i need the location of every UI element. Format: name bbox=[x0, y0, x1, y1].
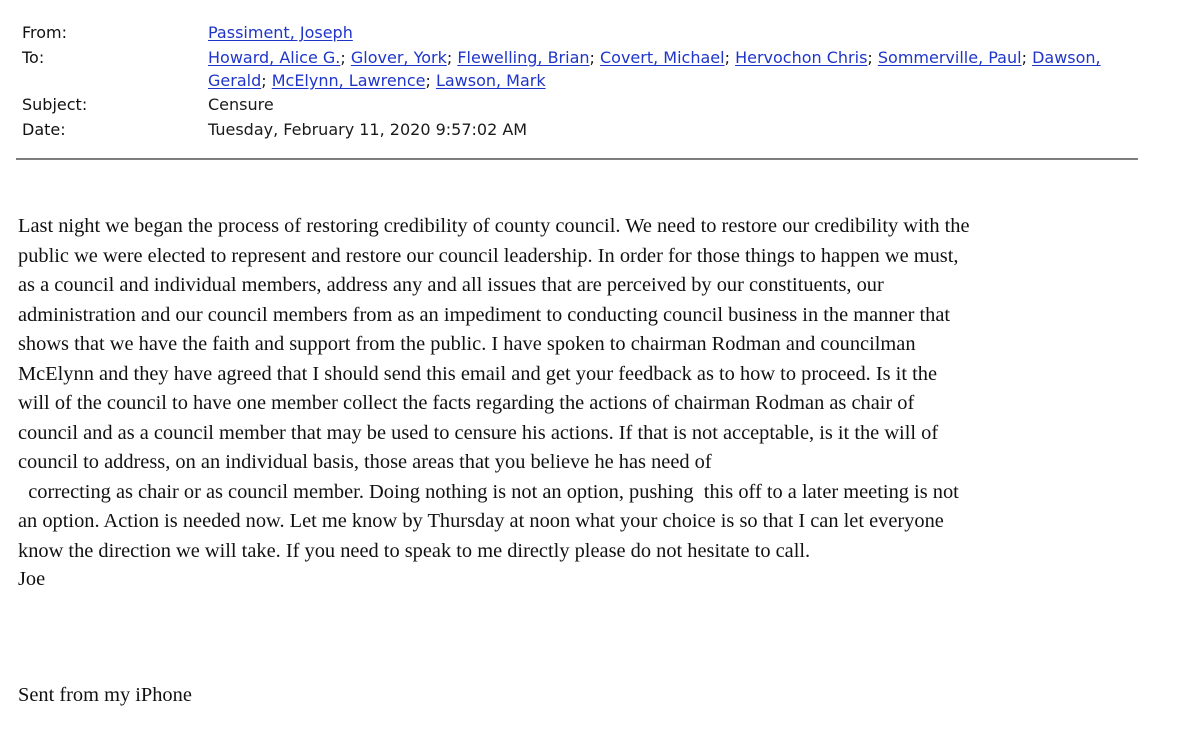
subject-row bbox=[22, 92, 1142, 117]
body-line: council to address, on an individual basis, those areas that you believe he has need of bbox=[18, 451, 712, 473]
recipient-link[interactable]: Hervochon Chris bbox=[735, 48, 868, 67]
recipient-link[interactable]: Glover, York bbox=[350, 48, 447, 67]
recipient-separator: ; bbox=[446, 48, 453, 67]
recipient-separator: ; bbox=[340, 48, 346, 67]
body-line: shows that we have the faith and support from the public. I have spoken to chairman Rodman and councilman bbox=[18, 333, 916, 355]
from-value bbox=[208, 20, 1142, 44]
from-label: From: bbox=[22, 23, 68, 42]
date-label: Date: bbox=[22, 120, 66, 139]
subject-label: Subject: bbox=[22, 95, 88, 114]
header-divider bbox=[16, 158, 1138, 160]
from-row bbox=[22, 20, 1142, 45]
body-line: council and as a council member that may be used to censure his actions. If that is not acceptable, is it the will of bbox=[18, 421, 939, 444]
recipient-separator: ; bbox=[589, 48, 595, 67]
recipient-link[interactable]: Covert, Michael bbox=[600, 48, 725, 67]
date-row bbox=[22, 117, 1142, 142]
recipient-link[interactable]: Howard, Alice G. bbox=[208, 48, 341, 67]
recipient-link[interactable]: Flewelling, Brian bbox=[457, 48, 590, 67]
body-line: McElynn and they have agreed that I should send this email and get your feedback as to how to proceed. Is it the bbox=[18, 362, 938, 385]
recipient-link[interactable]: Lawson, Mark bbox=[435, 71, 546, 90]
email-header bbox=[22, 20, 1142, 142]
email-body bbox=[18, 212, 1148, 566]
body-line: know the direction we will take. If you need to speak to me directly please do not hesitate to call. bbox=[18, 539, 811, 562]
recipient-separator: ; bbox=[261, 71, 267, 90]
to-row bbox=[22, 45, 1142, 92]
recipient-separator: ; bbox=[1021, 48, 1027, 67]
body-line: an option. Action is needed now. Let me know by Thursday at noon what your choice is so that I can let everyone bbox=[18, 510, 944, 532]
recipient-separator: ; bbox=[425, 71, 431, 90]
body-line: Last night we began the process of restoring credibility of county council. We need to restore our credibility with the bbox=[18, 215, 970, 237]
body-line: correcting as chair or as council member. Doing nothing is not an option, pushing this off to a later meeting is not bbox=[18, 480, 959, 503]
recipient-link[interactable]: McElynn, Lawrence bbox=[271, 71, 426, 90]
recipient-list bbox=[208, 45, 1142, 92]
sender-link[interactable]: Passiment, Joseph bbox=[208, 23, 353, 42]
body-line: as a council and individual members, address any and all issues that are perceived by our constituents, our bbox=[18, 274, 884, 296]
to-label: To: bbox=[22, 48, 45, 67]
body-line: public we were elected to represent and restore our council leadership. In order for those things to happen we must, bbox=[18, 244, 959, 267]
sent-from-footer: Sent from my iPhone bbox=[18, 684, 192, 706]
signature: Joe bbox=[18, 568, 46, 590]
recipient-link[interactable]: Dawson, Gerald bbox=[208, 48, 1101, 90]
recipient-separator: ; bbox=[724, 48, 730, 67]
recipient-separator: ; bbox=[867, 48, 873, 67]
body-line: administration and our council members from as an impediment to conducting council business in the manner that bbox=[18, 303, 951, 326]
recipient-link[interactable]: Sommerville, Paul bbox=[877, 48, 1022, 67]
body-line: will of the council to have one member collect the facts regarding the actions of chairman Rodman as chair of bbox=[18, 392, 915, 414]
date-value: Tuesday, February 11, 2020 9:57:02 AM bbox=[208, 120, 528, 139]
subject-value: Censure bbox=[208, 95, 274, 114]
